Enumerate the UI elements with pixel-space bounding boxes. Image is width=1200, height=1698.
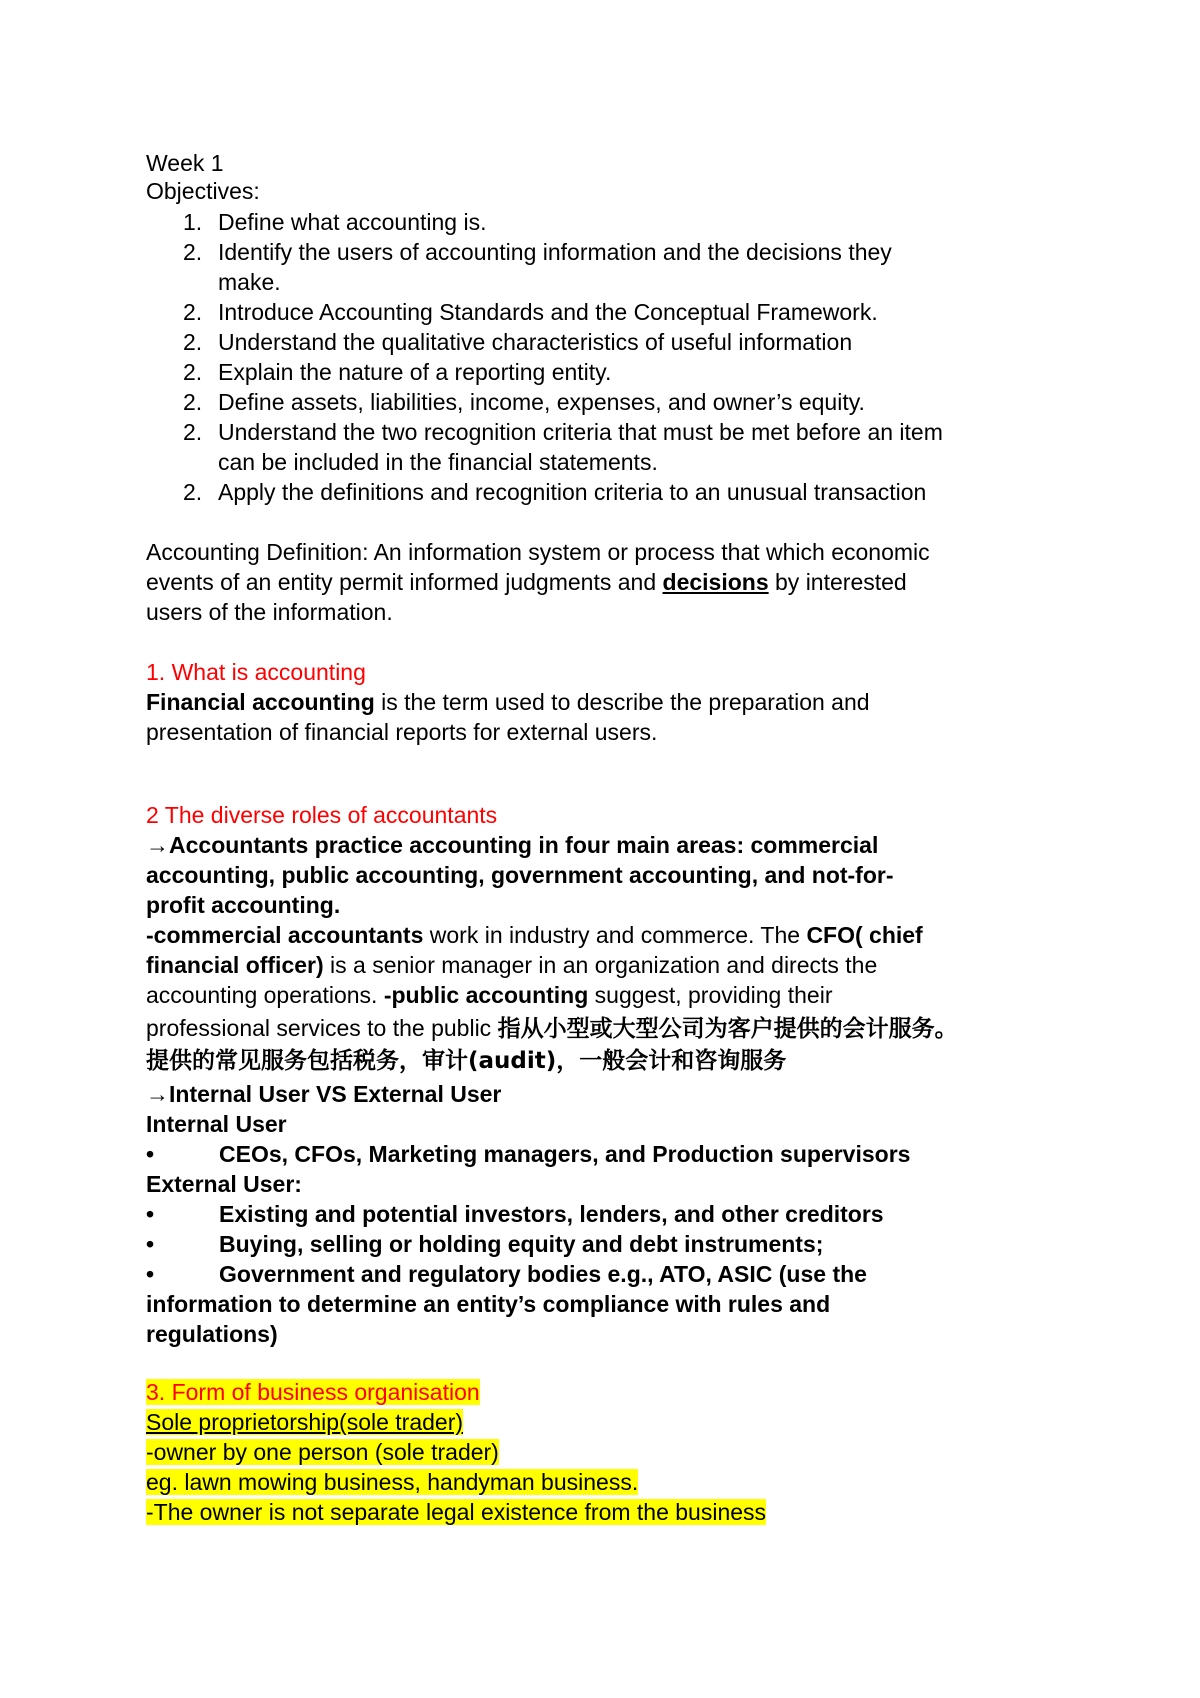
objective-text: Understand the two recognition criteria that must be met before an item: [218, 419, 943, 445]
commercial-term: -commercial accountants: [146, 922, 424, 948]
section-heading: 2 The diverse roles of accountants: [146, 802, 498, 828]
section-heading: 1. What is accounting: [146, 659, 366, 685]
definition-line: users of the information.: [146, 599, 393, 625]
objective-number: 2.: [183, 329, 203, 355]
internal-user-label: Internal User: [146, 1111, 287, 1137]
objective-number: 2.: [183, 419, 203, 445]
objective-text: Understand the qualitative characteristics of useful information: [218, 329, 853, 355]
objective-number: 2.: [183, 389, 203, 415]
bullet: •: [146, 1141, 155, 1167]
services-line: [146, 1013, 958, 1044]
objectives-label: Objectives:: [146, 178, 260, 204]
operations-line: [146, 980, 832, 1010]
objective-continuation: can be included in the financial statements.: [218, 449, 658, 475]
objective-text: Apply the definitions and recognition criteria to an unusual transaction: [218, 479, 927, 505]
sole-proprietorship-text: -owner by one person (sole trader): [146, 1439, 499, 1465]
operations-text: accounting operations.: [146, 982, 384, 1008]
objective-text: Define assets, liabilities, income, expenses, and owner’s equity.: [218, 389, 865, 415]
objective-continuation: make.: [218, 269, 281, 295]
services-chinese-line: 提供的常见服务包括税务，审计(audit)，一般会计和咨询服务: [146, 1048, 787, 1074]
areas-line: accounting, public accounting, government accounting, and not-for-: [146, 862, 894, 888]
commercial-text: work in industry and commerce. The: [423, 922, 807, 948]
services-chinese: 指从小型或大型公司为客户提供的会计服务。: [497, 1016, 958, 1042]
sole-proprietorship-text: eg. lawn mowing business, handyman business.: [146, 1469, 639, 1495]
services-text: professional services to the public: [146, 1015, 498, 1041]
bullet: •: [146, 1231, 155, 1257]
objective-text: Introduce Accounting Standards and the Conceptual Framework.: [218, 299, 878, 325]
objective-number: 2.: [183, 239, 203, 265]
external-user-label: External User:: [146, 1171, 302, 1197]
sole-proprietorship-line: [146, 1497, 766, 1527]
definition-text: events of an entity permit informed judgments and: [146, 569, 663, 595]
external-user-text: Government and regulatory bodies e.g., ATO, ASIC (use the: [219, 1261, 867, 1287]
bullet: •: [146, 1261, 155, 1287]
objective-number: 1.: [183, 209, 203, 235]
section3-heading-line: [146, 1377, 480, 1407]
bullet: •: [146, 1201, 155, 1227]
section1-text: is the term used to describe the preparation and: [374, 689, 870, 715]
objective-number: 2.: [183, 359, 203, 385]
sole-proprietorship-line: [146, 1437, 499, 1467]
sole-proprietorship-line: [146, 1467, 638, 1497]
commercial-line: [146, 920, 923, 950]
objective-text: Identify the users of accounting information and the decisions they: [218, 239, 892, 265]
areas-line: profit accounting.: [146, 892, 341, 918]
sole-proprietorship-title: Sole proprietorship(sole trader): [146, 1409, 464, 1435]
cfo-term: CFO( chief: [806, 922, 923, 948]
sole-proprietorship-line: [146, 1407, 463, 1437]
operations-text: suggest, providing their: [588, 982, 833, 1008]
section1-line: presentation of financial reports for external users.: [146, 719, 658, 745]
cfo-text: is a senior manager in an organization and directs the: [323, 952, 878, 978]
external-user-text: Existing and potential investors, lenders, and other creditors: [219, 1201, 884, 1227]
section-heading: 3. Form of business organisation: [146, 1379, 480, 1405]
objective-text: Define what accounting is.: [218, 209, 487, 235]
definition-line: Accounting Definition: An information system or process that which economic: [146, 539, 930, 565]
week-title: Week 1: [146, 150, 224, 176]
definition-line: [146, 567, 907, 597]
users-heading: →Internal User VS External User: [146, 1081, 502, 1107]
external-user-continuation: regulations): [146, 1321, 278, 1347]
sole-proprietorship-text: -The owner is not separate legal existence from the business: [146, 1499, 767, 1525]
objective-number: 2.: [183, 299, 203, 325]
cfo-term: financial officer): [146, 952, 324, 978]
decisions-emphasis: decisions: [662, 569, 769, 595]
objective-text: Explain the nature of a reporting entity.: [218, 359, 612, 385]
external-user-continuation: information to determine an entity’s compliance with rules and: [146, 1291, 831, 1317]
public-accounting-term: -public accounting: [383, 982, 589, 1008]
objective-number: 2.: [183, 479, 203, 505]
definition-text: by interested: [768, 569, 907, 595]
cfo-line: [146, 950, 877, 980]
areas-line: →Accountants practice accounting in four main areas: commercial: [146, 832, 879, 858]
section1-line: [146, 687, 870, 717]
external-user-text: Buying, selling or holding equity and debt instruments;: [219, 1231, 824, 1257]
internal-user-text: CEOs, CFOs, Marketing managers, and Production supervisors: [219, 1141, 911, 1167]
financial-accounting-term: Financial accounting: [146, 689, 375, 715]
